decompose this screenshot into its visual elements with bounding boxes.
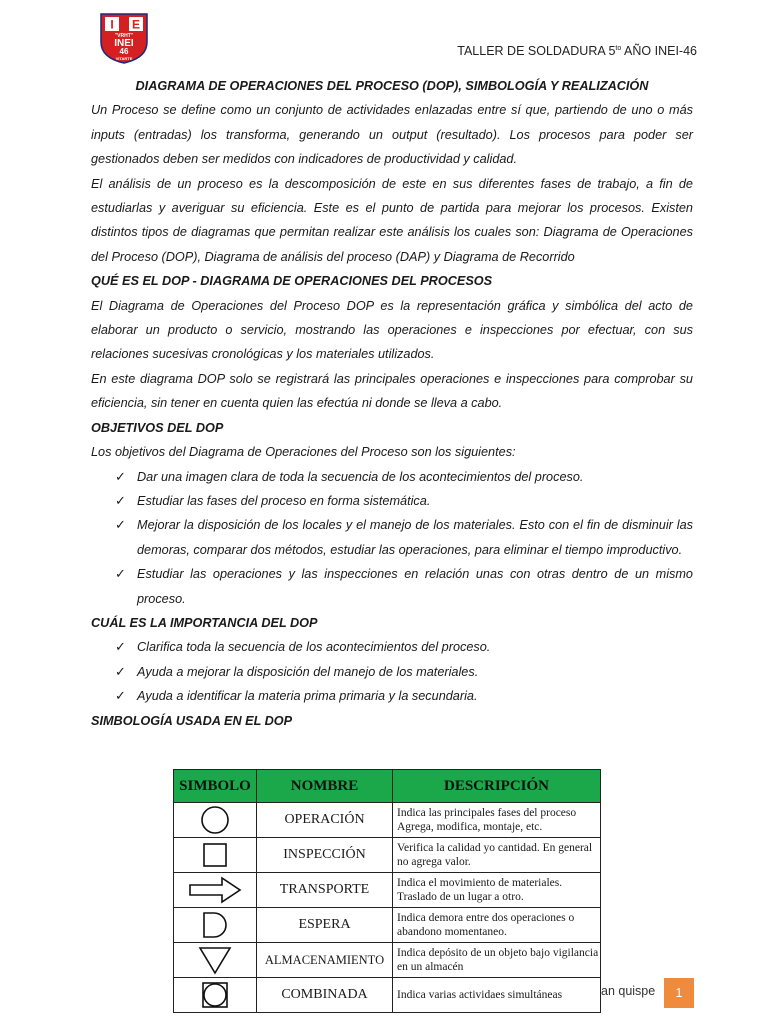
list-item-text: Clarifica toda la secuencia de los acontecimientos del proceso. <box>137 640 491 655</box>
table-row <box>174 873 601 908</box>
heading-objetivos: OBJETIVOS DEL DOP <box>91 420 224 435</box>
list-item <box>91 513 693 562</box>
logo-letter-e: E <box>131 17 141 32</box>
logo-line4: VITARTE <box>115 56 133 61</box>
check-icon: ✓ <box>115 639 126 655</box>
paragraph-dop-definition: El Diagrama de Operaciones del Proceso DOP es la representación gráfica y simbólica del acto de elaborar un producto o servicio, mostrando las operaciones e inspecciones por efectuar, con sus relaciones sucesivas cronológicas y los materiales utilizados. <box>91 298 693 362</box>
symbol-name: COMBINADA <box>257 978 393 1013</box>
list-item-text: Dar una imagen clara de toda la secuencia de los acontecimientos del proceso. <box>137 469 584 484</box>
column-header-nombre: NOMBRE <box>257 770 393 803</box>
symbol-name: OPERACIÓN <box>257 803 393 838</box>
list-item-text: Estudiar las fases del proceso en forma sistemática. <box>137 493 431 508</box>
table-header-row <box>174 770 601 803</box>
check-icon: ✓ <box>115 517 126 533</box>
list-item-text: Ayuda a identificar la materia prima primaria y la secundaria. <box>137 689 478 704</box>
check-icon: ✓ <box>115 688 126 704</box>
column-header-descripcion: DESCRIPCIÓN <box>393 770 601 803</box>
logo-letter-i: I <box>110 17 114 32</box>
list-item <box>91 465 693 489</box>
logo-line2: INEI <box>114 38 134 49</box>
symbol-cell <box>174 873 257 908</box>
header-text: TALLER DE SOLDADURA 5 <box>457 44 616 58</box>
combined-icon <box>199 980 231 1010</box>
table-row <box>174 838 601 873</box>
paragraph-objetivos-intro: Los objetivos del Diagrama de Operaciones del Proceso son los siguientes: <box>91 445 516 460</box>
symbol-cell <box>174 803 257 838</box>
objetivos-list <box>91 465 693 611</box>
triangle-down-icon <box>197 945 233 975</box>
symbol-name: TRANSPORTE <box>257 873 393 908</box>
document-body <box>91 74 693 733</box>
arrow-icon <box>187 875 243 905</box>
heading-simbologia: SIMBOLOGÍA USADA EN EL DOP <box>91 713 293 728</box>
symbol-table <box>173 769 601 1013</box>
list-item-text: Mejorar la disposición de los locales y el manejo de los materiales. Esto con el fin de disminuir las demoras, comparar dos métodos, estudiar las operaciones, para eliminar el tiempo improductivo. <box>137 518 693 557</box>
heading-importancia: CUÁL ES LA IMPORTANCIA DEL DOP <box>91 615 318 630</box>
symbol-description: Indica las principales fases del proceso Agrega, modifica, montaje, etc. <box>393 803 601 838</box>
header-text-end: AÑO INEI-46 <box>621 44 697 58</box>
paragraph-dop-registro: En este diagrama DOP solo se registrará las principales operaciones e inspecciones para comprobar su eficiencia, sin tener en cuenta quien las efectúa ni donde se lleva a cabo. <box>91 371 693 411</box>
list-item <box>91 660 693 684</box>
check-icon: ✓ <box>115 492 126 508</box>
table-row <box>174 943 601 978</box>
symbol-name: ESPERA <box>257 908 393 943</box>
page-number-badge: 1 <box>664 978 694 1008</box>
footer-author: an quispe <box>601 984 656 998</box>
check-icon: ✓ <box>115 663 126 679</box>
symbol-name: INSPECCIÓN <box>257 838 393 873</box>
symbol-description: Indica depósito de un objeto bajo vigilancia en un almacén <box>393 943 601 978</box>
symbol-cell <box>174 908 257 943</box>
list-item <box>91 684 693 708</box>
check-icon: ✓ <box>115 468 126 484</box>
importancia-list <box>91 635 693 708</box>
symbol-name: ALMACENAMIENTO <box>257 943 393 978</box>
symbol-description: Verifica la calidad yo cantidad. En general no agrega valor. <box>393 838 601 873</box>
symbol-description: Indica demora entre dos operaciones o abandono momentaneo. <box>393 908 601 943</box>
paragraph-proceso: Un Proceso se define como un conjunto de actividades enlazadas entre sí que, partiendo de uno o más inputs (entradas) los transforma, generando un output (resultado). Los procesos para poder ser gestionados deben ser medidos con indicadores de productividad y calidad. <box>91 103 693 167</box>
check-icon: ✓ <box>115 566 126 582</box>
table-row <box>174 978 601 1013</box>
logo-line3: 46 <box>119 47 129 56</box>
list-item-text: Ayuda a mejorar la disposición del manejo de los materiales. <box>137 664 479 679</box>
paragraph-analisis: El análisis de un proceso es la descomposición de este en sus diferentes fases de trabajo, a fin de estudiarlas y averiguar su eficiencia. Este es el punto de partida para mejorar los procesos. Existen distintos tipos de diagramas que permitan realizar este análisis los cuales son: Diagrama de Operaciones del Proceso (DOP), Diagrama de análisis del proceso (DAP) y Diagrama de Recorrido <box>91 176 693 264</box>
table-row <box>174 908 601 943</box>
list-item <box>91 635 693 659</box>
circle-icon <box>199 805 231 835</box>
header-superscript: to <box>615 44 622 52</box>
list-item-text: Estudiar las operaciones y las inspecciones en relación unas con otras dentro de un mismo proceso. <box>137 567 693 606</box>
square-icon <box>199 840 231 870</box>
symbol-cell <box>174 943 257 978</box>
symbol-description: Indica el movimiento de materiales. Traslado de un lugar a otro. <box>393 873 601 908</box>
list-item <box>91 562 693 611</box>
logo-line1: "VRHT" <box>114 33 134 39</box>
heading-que-es-dop: QUÉ ES EL DOP - DIAGRAMA DE OPERACIONES DEL PROCESOS <box>91 274 493 289</box>
table-row <box>174 803 601 838</box>
symbol-description: Indica varias actividaes simultáneas <box>393 978 601 1013</box>
page-header <box>457 44 697 58</box>
symbol-cell <box>174 978 257 1013</box>
document-title: DIAGRAMA DE OPERACIONES DEL PROCESO (DOP), SIMBOLOGÍA Y REALIZACIÓN <box>135 79 649 93</box>
list-item <box>91 489 693 513</box>
d-shape-icon <box>199 910 231 940</box>
column-header-simbolo: SIMBOLO <box>174 770 257 803</box>
school-logo <box>99 12 149 64</box>
symbol-cell <box>174 838 257 873</box>
